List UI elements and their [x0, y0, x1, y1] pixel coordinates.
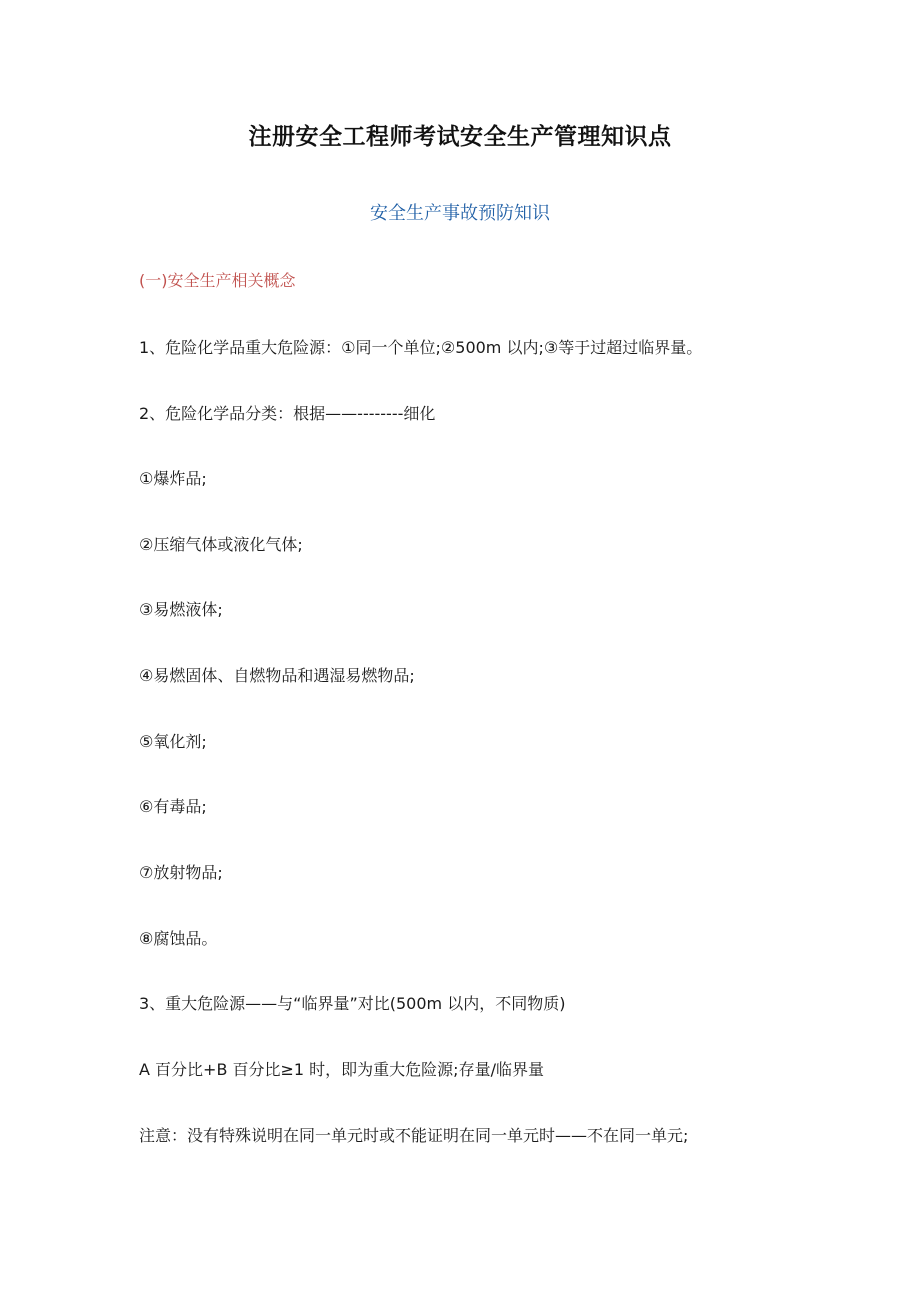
document-title: 注册安全工程师考试安全生产管理知识点: [248, 124, 672, 150]
list-item: ⑥有毒品;: [139, 797, 207, 816]
list-item: ②压缩气体或液化气体;: [139, 535, 303, 554]
document-subtitle: 安全生产事故预防知识: [370, 203, 550, 224]
list-item: ⑦放射物品;: [139, 863, 223, 882]
list-item: ①爆炸品;: [139, 469, 207, 488]
list-item: ⑧腐蚀品。: [139, 929, 218, 948]
paragraph-line: 2、危险化学品分类：根据——--------细化: [139, 404, 436, 423]
list-item: ④易燃固体、自燃物品和遇湿易燃物品;: [139, 666, 415, 685]
list-item: ⑤氧化剂;: [139, 732, 207, 751]
list-item: ③易燃液体;: [139, 600, 223, 619]
paragraph-line: 3、重大危险源——与“临界量”对比(500m 以内，不同物质): [139, 994, 566, 1013]
paragraph-line: A 百分比+B 百分比≥1 时，即为重大危险源;存量/临界量: [139, 1060, 544, 1079]
paragraph-line: 1、危险化学品重大危险源：①同一个单位;②500m 以内;③等于过超过临界量。: [139, 338, 703, 357]
section-heading: (一)安全生产相关概念: [139, 271, 296, 290]
paragraph-line: 注意：没有特殊说明在同一单元时或不能证明在同一单元时——不在同一单元;: [139, 1126, 689, 1145]
